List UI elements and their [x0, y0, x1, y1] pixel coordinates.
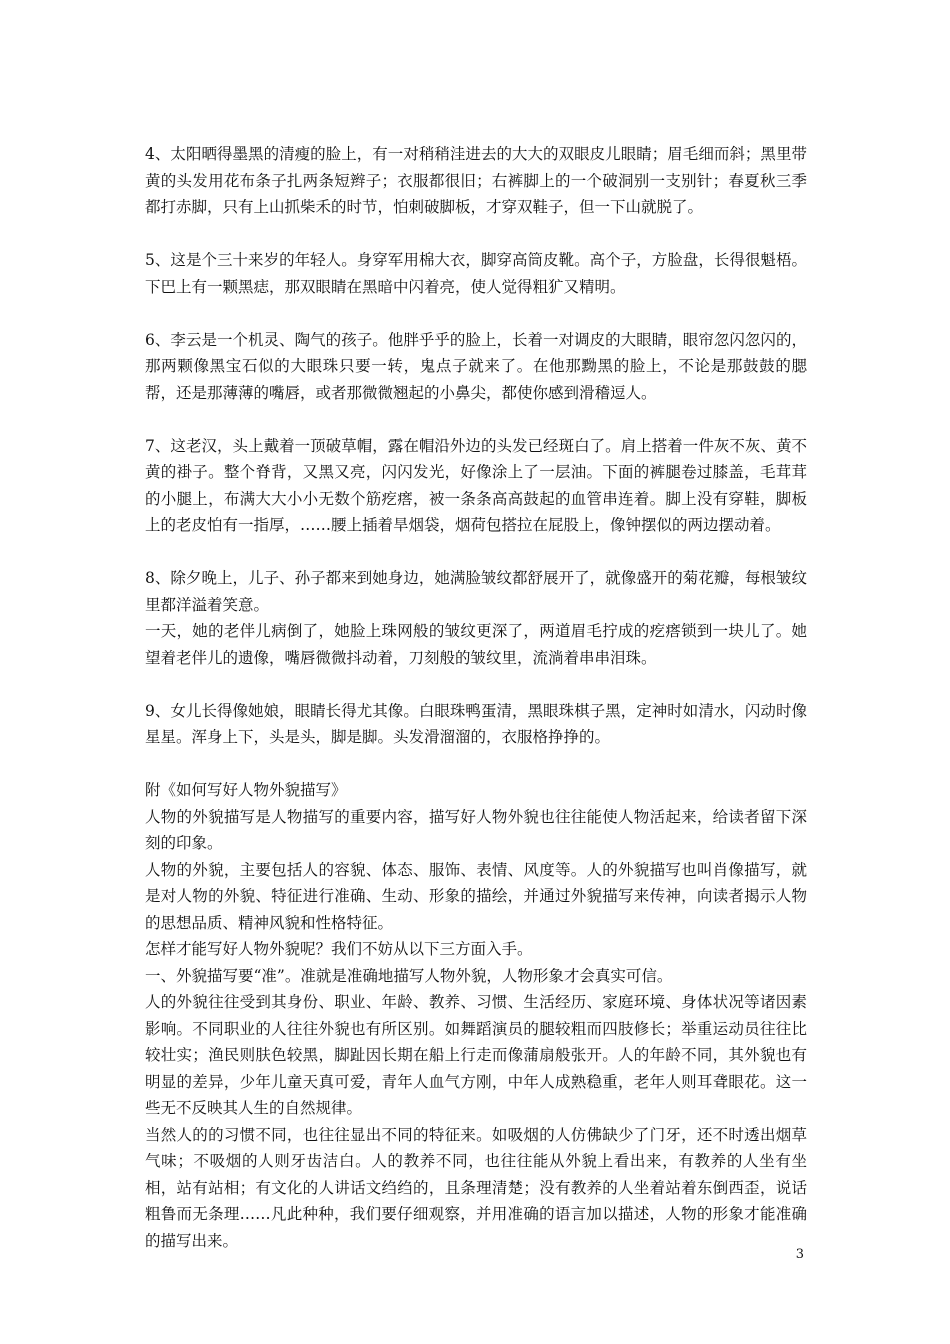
- appendix-line: 一、外貌描写要“准”。准就是准确地描写人物外貌，人物形象才会真实可信。: [145, 966, 673, 985]
- page-body: [145, 141, 807, 1254]
- paragraph-6: 6、李云是一个机灵、陶气的孩子。他胖乎乎的脸上，长着一对调皮的大眼睛，眼帘忽闪忽闪的，那两颗像黑宝石似的大眼珠只要一转，鬼点子就来了。在他那黝黑的脸上，不论是那鼓鼓的腮帮，还是那薄薄的嘴唇，或者那微微翘起的小鼻尖，都使你感到滑稽逗人。: [145, 330, 807, 402]
- appendix-line: 当然人的的习惯不同，也往往显出不同的特征来。如吸烟的人仿佛缺少了门牙，还不时透出烟草气味；不吸烟的人则牙齿洁白。人的教养不同，也往往能从外貌上看出来，有教养的人坐有坐相，站有站相；有文化的人讲话文绉绉的，且条理清楚；没有教养的人坐着站着东倒西歪，说话粗鲁而无条理……凡此种种，我们要仔细观察，并用准确的语言加以描述，人物的形象才能准确的描写出来。: [145, 1125, 807, 1250]
- appendix-line: 人物的外貌描写是人物描写的重要内容，描写好人物外貌也往往能使人物活起来，给读者留下深刻的印象。: [145, 807, 807, 852]
- appendix-line: 人物的外貌，主要包括人的容貌、体态、服饰、表情、风度等。人的外貌描写也叫肖像描写，就是对人物的外貌、特征进行准确、生动、形象的描绘，并通过外貌描写来传神，向读者揭示人物的思想品质、精神风貌和性格特征。: [145, 860, 807, 932]
- paragraph-8b: 一天，她的老伴儿病倒了，她脸上珠网般的皱纹更深了，两道眉毛拧成的疙瘩锁到一块儿了。她望着老伴儿的遗像，嘴唇微微抖动着，刀刻般的皱纹里，流淌着串串泪珠。: [145, 622, 807, 667]
- paragraph-spacer: [145, 300, 807, 327]
- paragraph-4: 4、太阳晒得墨黑的清瘦的脸上，有一对稍稍洼进去的大大的双眼皮儿眼睛；眉毛细而斜；黑里带黄的头发用花布条子扎两条短辫子；衣服都很旧；右裤脚上的一个破洞别一支别针；春夏秋三季都打赤脚，只有上山抓柴禾的时节，怕刺破脚板，才穿双鞋子，但一下山就脱了。: [145, 145, 807, 216]
- paragraph-8a: 8、除夕晚上，儿子、孙子都来到她身边，她满脸皱纹都舒展开了，就像盛开的菊花瓣，每根皱纹里都洋溢着笑意。: [145, 569, 807, 614]
- appendix-line: 人的外貌往往受到其身份、职业、年龄、教养、习惯、生活经历、家庭环境、身体状况等诸因素影响。不同职业的人往往外貌也有所区别。如舞蹈演员的腿较粗而四肢修长；举重运动员往往比较壮实；渔民则肤色较黑，脚趾因长期在船上行走而像蒲扇般张开。人的年龄不同，其外貌也有明显的差异，少年儿童天真可爱，青年人血气方刚，中年人成熟稳重，老年人则耳聋眼花。这一些无不反映其人生的自然规律。: [145, 993, 807, 1117]
- paragraph-9: 9、女儿长得像她娘，眼睛长得尤其像。白眼珠鸭蛋清，黑眼珠棋子黑，定神时如清水，闪动时像星星。浑身上下，头是头，脚是脚。头发滑溜溜的，衣服格挣挣的。: [145, 701, 807, 746]
- paragraph-spacer: [145, 671, 807, 698]
- paragraph-spacer: [145, 406, 807, 433]
- paragraph-5: 5、这是个三十来岁的年轻人。身穿军用棉大衣，脚穿高筒皮靴。高个子，方脸盘，长得很魁梧。下巴上有一颗黑痣，那双眼睛在黑暗中闪着亮，使人觉得粗犷又精明。: [145, 251, 807, 296]
- paragraph-spacer: [145, 539, 807, 566]
- paragraph-spacer: [145, 221, 807, 248]
- paragraph-7: 7、这老汉，头上戴着一顶破草帽，露在帽沿外边的头发已经斑白了。肩上搭着一件灰不灰、黄不黄的褂子。整个脊背，又黑又亮，闪闪发光，好像涂上了一层油。下面的裤腿卷过膝盖，毛茸茸的小腿上，布满大大小小无数个筋疙瘩，被一条条高高鼓起的血管串连着。脚上没有穿鞋，脚板上的老皮怕有一指厚，……腰上插着旱烟袋，烟荷包搭拉在屁股上，像钟摆似的两边摆动着。: [145, 436, 807, 534]
- paragraph-spacer: [145, 751, 807, 778]
- page-number: 3: [795, 1247, 804, 1262]
- appendix-line: 怎样才能写好人物外貌呢？我们不妨从以下三方面入手。: [145, 940, 533, 958]
- appendix-title: 附《如何写好人物外貌描写》: [145, 781, 347, 799]
